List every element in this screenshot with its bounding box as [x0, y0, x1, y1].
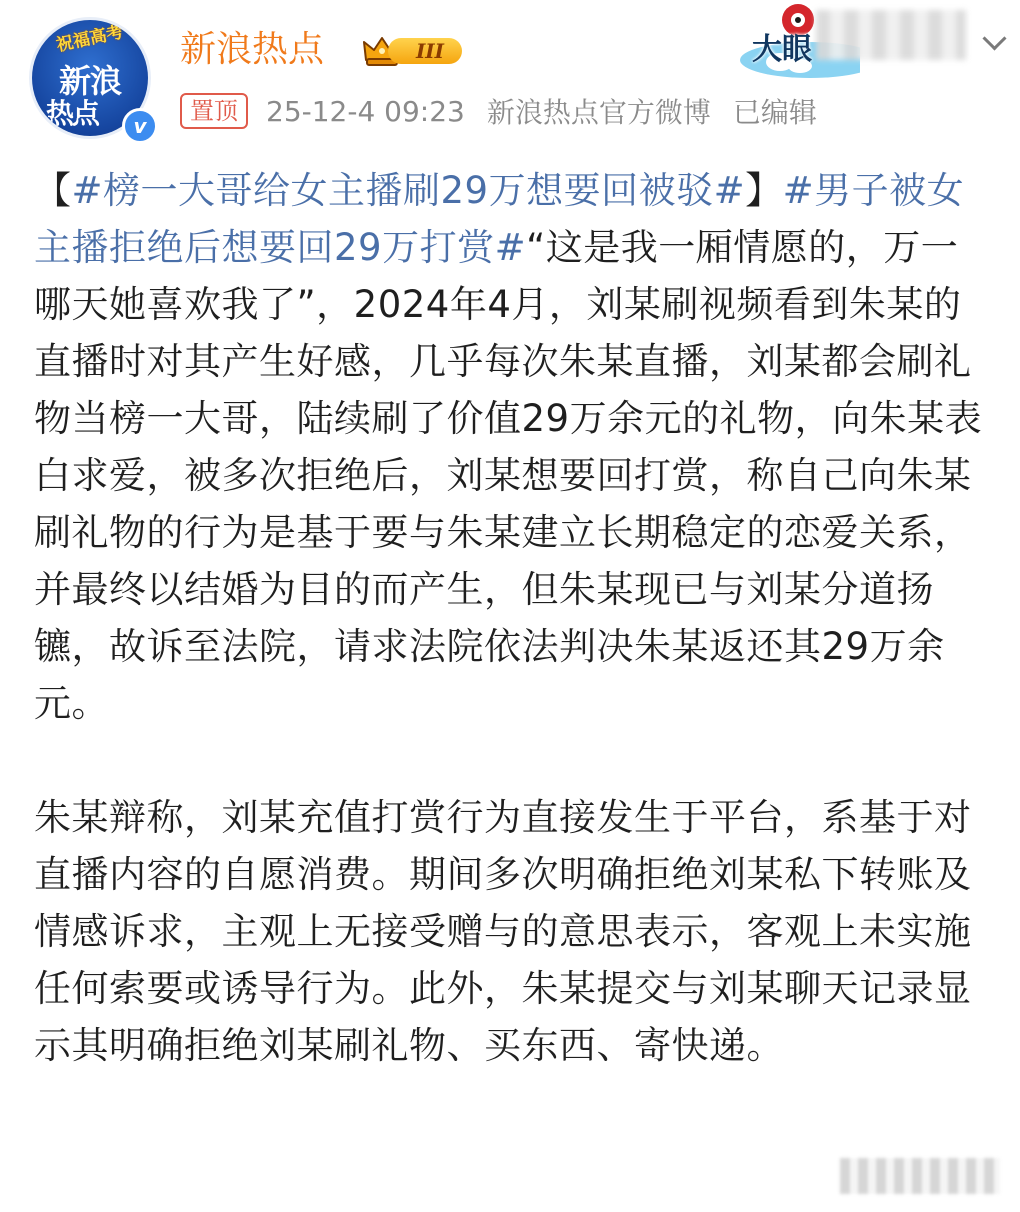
open-bracket: 【 [34, 169, 72, 212]
hashtag-link[interactable]: #榜一大哥给女主播刷29万想要回被驳# [71, 169, 746, 212]
account-name[interactable]: 新浪热点 [180, 29, 325, 70]
paragraph-text: “这是我一厢情愿的，万一哪天她喜欢我了”，2024年4月，刘某刷视频看到朱某的直播时对其产生好感，几乎每次朱某直播，刘某都会刷礼物当榜一大哥，陆续刷了价值29万余元的礼物，向朱某表白求爱，被多次拒绝后，刘某想要回打赏，称自己向朱某刷礼物的行为是基于要与朱某建立长期稳定的恋爱关系，并最终以结婚为目的而产生，但朱某现已与刘某分道扬镳，故诉至法院，请求法院依法判决朱某返还其29万余元。 [34, 226, 983, 725]
post-header [0, 0, 1020, 150]
watermark-blurred [840, 1158, 1000, 1194]
post-paragraph-1 [34, 162, 984, 732]
top-right-label: 大眼 [752, 32, 812, 67]
edited-label[interactable]: 已编辑 [732, 96, 817, 129]
avatar-logo-line1: 新浪 [58, 62, 121, 100]
post-paragraph-2: 朱某辩称，刘某充值打赏行为直接发生于平台，系基于对直播内容的自愿消费。期间多次明确拒绝刘某私下转账及情感诉求，主观上无接受赠与的意思表示，客观上未实施任何索要或诱导行为。此外，朱某提交与刘某聊天记录显示其明确拒绝刘某刷礼物、买东西、寄快递。 [34, 796, 972, 1067]
post-content [34, 162, 984, 1074]
post-source[interactable]: 新浪热点官方微博 [486, 96, 711, 129]
avatar-logo-line2: 热点 [46, 97, 99, 130]
chevron-down-icon[interactable] [982, 26, 1006, 50]
avatar-ribbon-text: 祝福高考 [54, 22, 126, 56]
blurred-region [816, 10, 966, 60]
verified-badge-icon: v [122, 108, 158, 144]
close-bracket: 】 [745, 169, 783, 212]
post-timestamp: 25-12-4 09:23 [266, 94, 465, 128]
level-badge[interactable] [362, 34, 466, 68]
top-right-decoration[interactable] [740, 0, 1020, 82]
hashtag-link[interactable]: #男子被女主播拒绝后想要回29万打赏# [34, 169, 965, 269]
avatar[interactable] [32, 20, 154, 142]
level-label: III [388, 38, 462, 64]
pinned-tag: 置顶 [180, 93, 248, 129]
post-meta [180, 88, 839, 134]
